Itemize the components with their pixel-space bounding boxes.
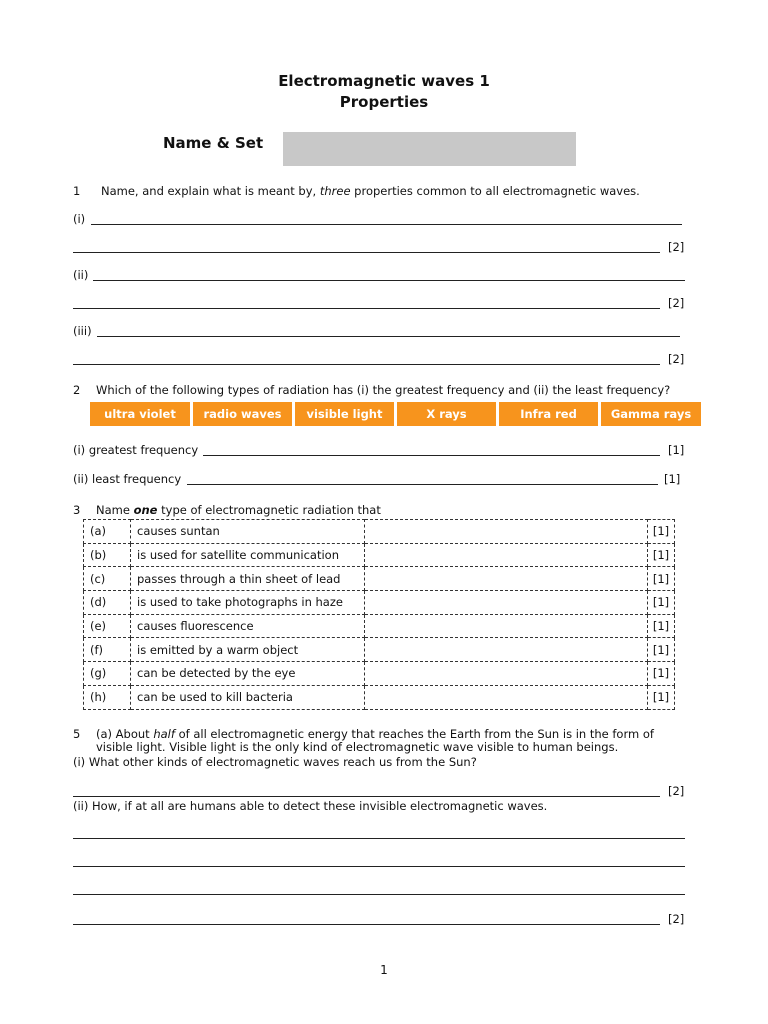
row-label: (h)	[84, 685, 131, 709]
name-set-label: Name & Set	[163, 134, 264, 152]
q3-answer-table	[83, 519, 675, 710]
row-label: (g)	[84, 662, 131, 686]
option-chip: radio waves	[193, 402, 292, 426]
row-marks: [1]	[648, 567, 675, 591]
q1-number: 1	[73, 184, 81, 198]
table-row	[84, 662, 675, 686]
row-marks: [1]	[648, 614, 675, 638]
table-row	[84, 520, 675, 544]
answer-line[interactable]	[73, 838, 685, 839]
row-label: (a)	[84, 520, 131, 544]
page-title: Electromagnetic waves 1	[278, 72, 490, 90]
option-chip: X rays	[397, 402, 496, 426]
row-text: is used for satellite communication	[131, 543, 365, 567]
q5-sub-i-marks: [2]	[668, 784, 685, 798]
q1-part-i-marks: [2]	[668, 240, 685, 254]
answer-cell[interactable]	[365, 520, 648, 544]
row-label: (f)	[84, 638, 131, 662]
row-label: (c)	[84, 567, 131, 591]
answer-line[interactable]	[73, 866, 685, 867]
table-row	[84, 567, 675, 591]
row-text: causes fluorescence	[131, 614, 365, 638]
row-marks: [1]	[648, 591, 675, 615]
row-label: (b)	[84, 543, 131, 567]
q2-greatest-marks: [1]	[668, 443, 685, 457]
answer-line[interactable]	[73, 924, 660, 925]
page-number: 1	[380, 963, 388, 977]
row-label: (e)	[84, 614, 131, 638]
answer-line[interactable]	[187, 484, 658, 485]
table-row	[84, 591, 675, 615]
row-text: is used to take photographs in haze	[131, 591, 365, 615]
row-label: (d)	[84, 591, 131, 615]
answer-line[interactable]	[73, 796, 660, 797]
page-subtitle: Properties	[339, 93, 429, 111]
row-marks: [1]	[648, 638, 675, 662]
table-row	[84, 638, 675, 662]
row-marks: [1]	[648, 662, 675, 686]
option-chip: ultra violet	[90, 402, 190, 426]
q5-sub-i: (i) What other kinds of electromagnetic waves reach us from the Sun?	[73, 755, 477, 769]
answer-line[interactable]	[97, 336, 680, 337]
q1-part-iii-label: (iii)	[73, 324, 92, 338]
option-chip: visible light	[295, 402, 394, 426]
table-row	[84, 543, 675, 567]
q5-sub-ii-marks: [2]	[668, 912, 685, 926]
answer-cell[interactable]	[365, 591, 648, 615]
option-chip: Gamma rays	[601, 402, 701, 426]
answer-cell[interactable]	[365, 567, 648, 591]
q2-number: 2	[73, 383, 81, 397]
q2-least-marks: [1]	[664, 472, 681, 486]
row-text: is emitted by a warm object	[131, 638, 365, 662]
q5-line2: visible light. Visible light is the only kind of electromagnetic wave visible to human beings.	[96, 740, 619, 754]
q1-part-ii-label: (ii)	[73, 268, 89, 282]
answer-line[interactable]	[73, 364, 660, 365]
name-set-field[interactable]	[283, 132, 576, 166]
answer-cell[interactable]	[365, 543, 648, 567]
q1-part-iii-marks: [2]	[668, 352, 685, 366]
q5-line1: (a) About half of all electromagnetic energy that reaches the Earth from the Sun is in the form of	[96, 727, 654, 741]
q3-number: 3	[73, 503, 81, 517]
q2-greatest-label: (i) greatest frequency	[73, 443, 199, 457]
row-text: causes suntan	[131, 520, 365, 544]
answer-line[interactable]	[73, 252, 660, 253]
table-row	[84, 685, 675, 709]
q5-sub-ii: (ii) How, if at all are humans able to detect these invisible electromagnetic waves.	[73, 799, 548, 813]
answer-cell[interactable]	[365, 662, 648, 686]
answer-cell[interactable]	[365, 614, 648, 638]
radiation-options	[90, 402, 701, 426]
answer-line[interactable]	[73, 894, 685, 895]
answer-cell[interactable]	[365, 638, 648, 662]
q1-part-ii-marks: [2]	[668, 296, 685, 310]
row-text: can be detected by the eye	[131, 662, 365, 686]
q2-least-label: (ii) least frequency	[73, 472, 182, 486]
answer-line[interactable]	[91, 224, 682, 225]
answer-cell[interactable]	[365, 685, 648, 709]
option-chip: Infra red	[499, 402, 598, 426]
row-marks: [1]	[648, 543, 675, 567]
table-row	[84, 614, 675, 638]
answer-line[interactable]	[203, 455, 660, 456]
row-marks: [1]	[648, 520, 675, 544]
answer-line[interactable]	[73, 308, 660, 309]
row-text: can be used to kill bacteria	[131, 685, 365, 709]
q5-number: 5	[73, 727, 81, 741]
answer-line[interactable]	[93, 280, 685, 281]
row-text: passes through a thin sheet of lead	[131, 567, 365, 591]
q2-text: Which of the following types of radiation has (i) the greatest frequency and (ii) the least frequency?	[96, 383, 671, 397]
q1-text: Name, and explain what is meant by, three properties common to all electromagnetic waves.	[101, 184, 640, 198]
q3-text: Name one type of electromagnetic radiation that	[96, 503, 381, 517]
row-marks: [1]	[648, 685, 675, 709]
q1-part-i-label: (i)	[73, 212, 86, 226]
